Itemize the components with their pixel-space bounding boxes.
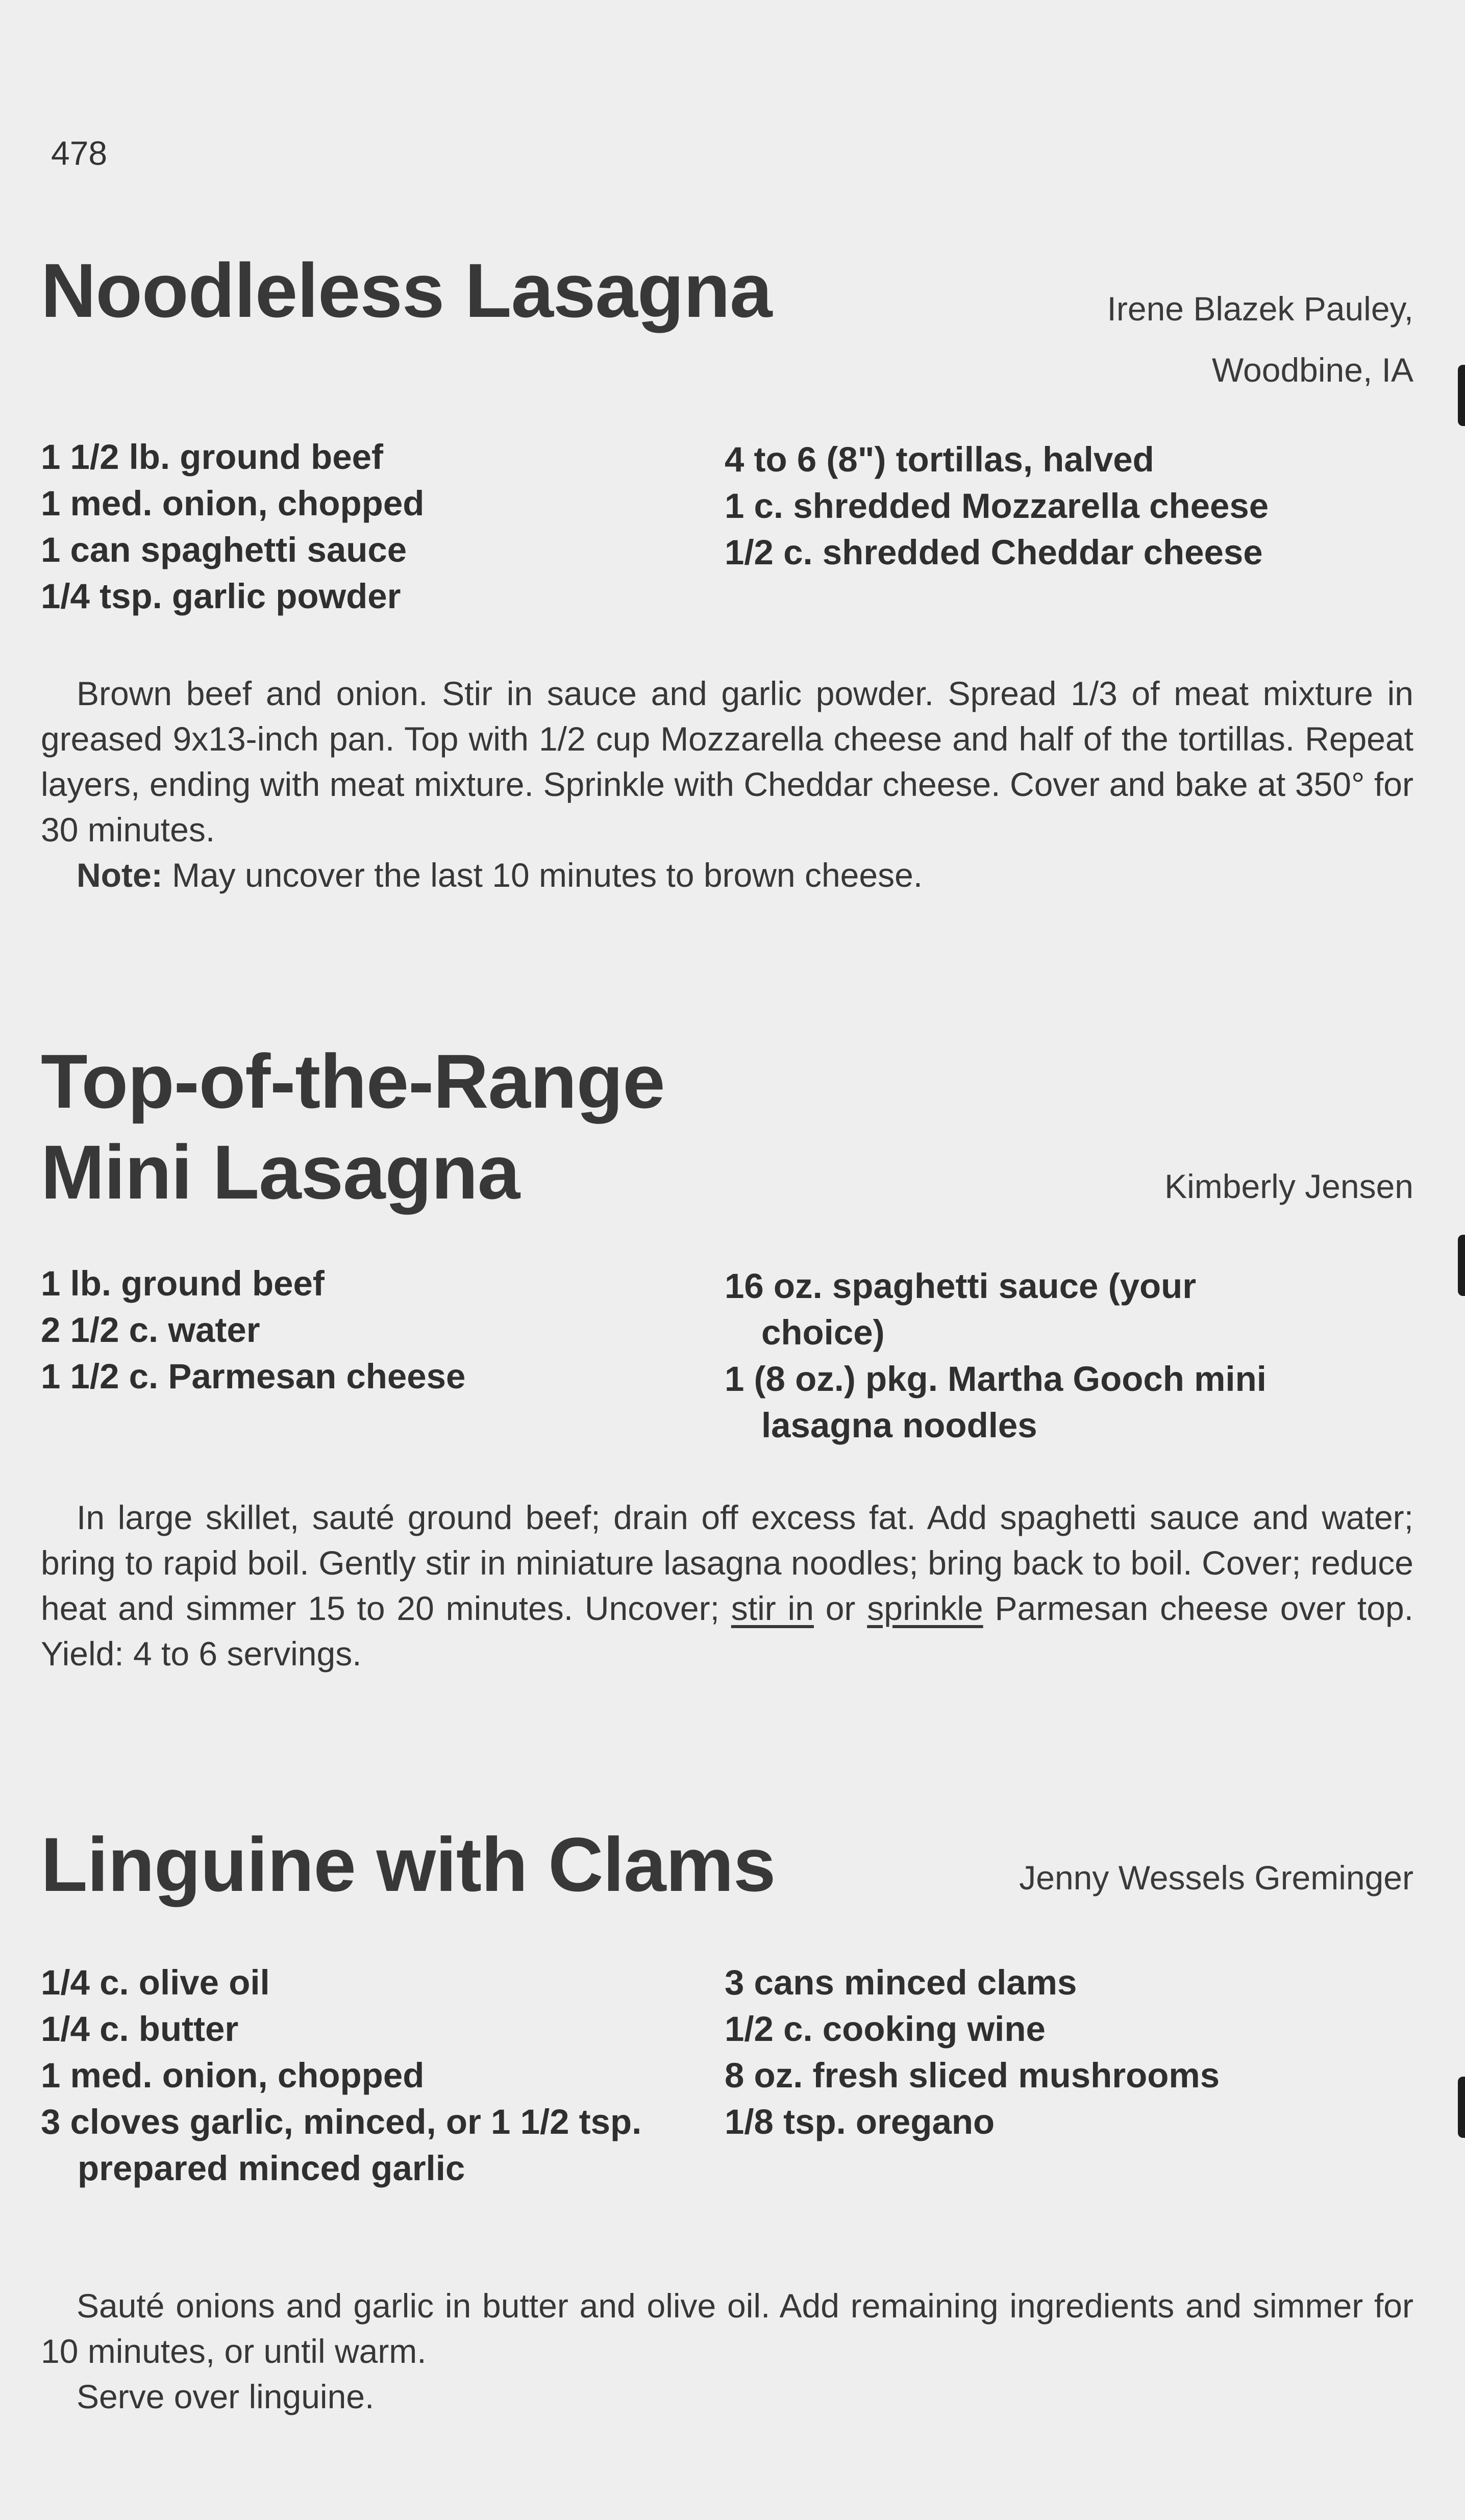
directions-text: Parmesan cheese over top. Yield: 4 to 6 servings. xyxy=(41,1589,1414,1673)
ingredient-item: 1 med. onion, chopped xyxy=(41,484,425,523)
binding-edge-mark xyxy=(1458,365,1465,426)
binding-edge-mark xyxy=(1458,2077,1465,2138)
ingredient-item: 1 1/2 c. Parmesan cheese xyxy=(41,1357,466,1396)
recipe-title-line: Mini Lasagna xyxy=(41,1129,520,1215)
recipe-title xyxy=(41,1819,775,1910)
ingredient-item: 1 1/2 lb. ground beef xyxy=(41,437,383,477)
ingredient-item: 3 cans minced clams xyxy=(725,1963,1077,2002)
ingredient-item: 1/2 c. cooking wine xyxy=(725,2009,1046,2049)
note-label: Note: xyxy=(77,856,163,894)
recipe-directions xyxy=(41,1495,1413,1677)
directions-paragraph: Sauté onions and garlic in butter and olive oil. Add remaining ingredients and simmer for 10 minutes, or until warm. xyxy=(41,2287,1413,2370)
directions-underlined: stir in xyxy=(731,1589,814,1627)
ingredients-right xyxy=(725,1959,1327,2145)
author-location: Woodbine, IA xyxy=(1211,351,1413,389)
recipe-title-line: Noodleless Lasagna xyxy=(41,247,772,333)
recipe-noodleless-lasagna xyxy=(41,245,1413,908)
recipe-title-line: Linguine with Clams xyxy=(41,1822,776,1907)
ingredient-item: 1 can spaghetti sauce xyxy=(41,530,407,569)
page-number: 478 xyxy=(51,134,108,172)
binding-edge-mark xyxy=(1458,1235,1465,1296)
directions-paragraph: Brown beef and onion. Stir in sauce and garlic powder. Spread 1/3 of meat mixture in greased 9x13-inch pan. Top with 1/2 cup Mozzarella cheese and half of the tortillas. Repeat layers, ending with meat mixture. Sprinkle with Cheddar cheese. Cover and bake at 350° for 30 minutes. xyxy=(41,675,1413,849)
directions-text: In large skillet, sauté ground beef; drain off excess fat. Add spaghetti sauce and water; bring to rapid boil. Gently stir in miniature lasagna noodles; bring back to boil. Cover; reduce heat and simmer 15 to 20 minutes. Uncover; xyxy=(41,1499,1413,1627)
ingredient-item: 2 1/2 c. water xyxy=(41,1310,260,1350)
recipe-directions xyxy=(41,2283,1413,2419)
recipe-title-line: Top-of-the-Range xyxy=(41,1038,665,1124)
directions-paragraph: Serve over linguine. xyxy=(77,2378,375,2415)
ingredient-item: 1 (8 oz.) pkg. Martha Gooch mini lasagna noodles xyxy=(725,1359,1267,1445)
recipe-linguine-with-clams xyxy=(41,1819,1413,2431)
recipe-author xyxy=(1019,1847,1413,1908)
ingredients-left xyxy=(41,1959,704,2191)
recipe-author xyxy=(1164,1156,1413,1217)
ingredient-item: 1/2 c. shredded Cheddar cheese xyxy=(725,533,1263,572)
ingredients-right xyxy=(725,1263,1327,1449)
ingredient-item: 1/4 tsp. garlic powder xyxy=(41,577,401,616)
ingredients-left xyxy=(41,434,704,619)
ingredient-item: 3 cloves garlic, minced, or 1 1/2 tsp. prepared minced garlic xyxy=(41,2102,642,2188)
ingredients-left xyxy=(41,1260,704,1400)
recipe-title xyxy=(41,245,772,336)
recipe-directions xyxy=(41,671,1413,898)
ingredient-item: 1/8 tsp. oregano xyxy=(725,2102,995,2141)
recipe-title xyxy=(41,1036,665,1217)
ingredient-item: 8 oz. fresh sliced mushrooms xyxy=(725,2056,1220,2095)
recipe-author xyxy=(1107,278,1413,401)
directions-underlined: sprinkle xyxy=(867,1589,983,1627)
ingredient-item: 1/4 c. butter xyxy=(41,2009,239,2049)
author-name: Jenny Wessels Greminger xyxy=(1019,1859,1413,1897)
ingredient-item: 1 c. shredded Mozzarella cheese xyxy=(725,486,1269,526)
ingredient-item: 1/4 c. olive oil xyxy=(41,1963,270,2002)
ingredient-item: 4 to 6 (8") tortillas, halved xyxy=(725,440,1154,479)
author-name: Kimberly Jensen xyxy=(1164,1167,1413,1205)
recipe-note xyxy=(41,853,1413,898)
ingredients-right xyxy=(725,436,1327,576)
ingredient-item: 1 med. onion, chopped xyxy=(41,2056,425,2095)
directions-text: or xyxy=(813,1589,867,1627)
ingredient-item: 16 oz. spaghetti sauce (your choice) xyxy=(725,1266,1197,1352)
author-name: Irene Blazek Pauley, xyxy=(1107,290,1413,328)
directions-paragraph xyxy=(41,1495,1413,1677)
recipe-mini-lasagna xyxy=(41,1036,1413,1699)
ingredient-item: 1 lb. ground beef xyxy=(41,1264,325,1303)
note-text: May uncover the last 10 minutes to brown cheese. xyxy=(172,856,923,894)
